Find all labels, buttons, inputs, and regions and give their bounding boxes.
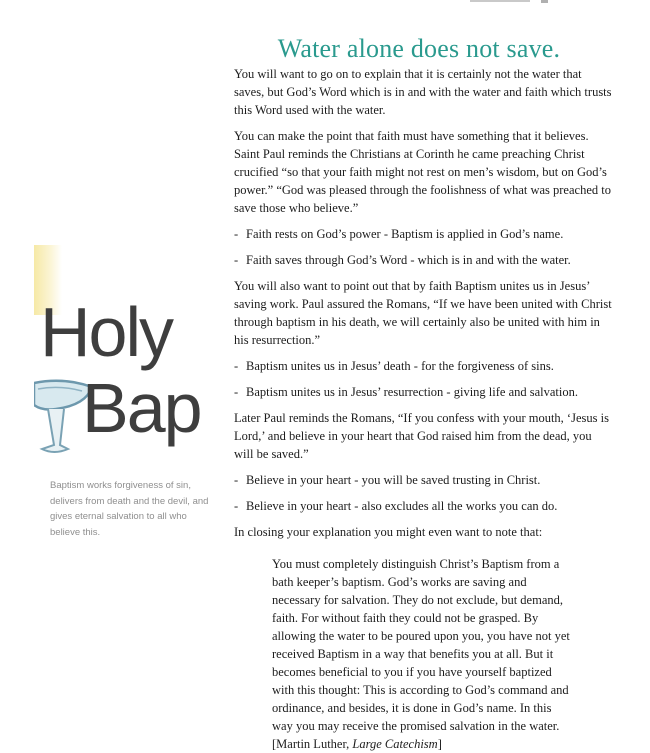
list-item-text: Believe in your heart - you will be saved trusting in Christ. <box>246 473 541 487</box>
list-item <box>234 357 614 375</box>
dash-icon: - <box>234 473 239 487</box>
list-item <box>234 383 614 401</box>
list-item <box>234 225 614 243</box>
dash-icon: - <box>234 227 239 241</box>
dash-icon: - <box>234 253 239 267</box>
list-item-text: Faith rests on God’s power - Baptism is applied in God’s name. <box>246 227 564 241</box>
list-item-text: Baptism unites us in Jesus’ resurrection - giving life and salvation. <box>246 385 579 399</box>
main-text <box>234 65 614 753</box>
dash-icon: - <box>234 499 239 513</box>
image-word-holy: Holy <box>40 293 173 371</box>
paragraph: You will also want to point out that by faith Baptism unites us in Jesus’ saving work. Paul assured the Romans, “If we have been united with Christ through baptism in his death, we will certainly also be united with him in his resurrection.” <box>234 279 612 347</box>
list-item <box>234 251 614 269</box>
image-caption: Baptism works forgiveness of sin, delivers from death and the devil, and gives eternal salvation to all who believe this. <box>50 480 209 538</box>
paragraph: Later Paul reminds the Romans, “If you confess with your mouth, ‘Jesus is Lord,’ and believe in your heart that God raised him from the dead, you will be saved.” <box>234 411 609 461</box>
list-item-text: Believe in your heart - also excludes all the works you can do. <box>246 499 558 513</box>
dash-icon: - <box>234 385 239 399</box>
page-title: Water alone does not save. <box>277 34 561 63</box>
paragraph: You can make the point that faith must have something that it believes. Saint Paul reminds the Christians at Corinth he came preaching Christ crucified “so that your faith might not rest on men’s wisdom, but on God’s power.” “God was pleased through the foolishness of what was preached to save those who believe.” <box>234 129 611 215</box>
quote-source: Large Catechism <box>352 737 438 751</box>
holy-baptism-image <box>34 245 216 457</box>
dash-icon: - <box>234 359 239 373</box>
quote-end: ] <box>437 737 442 751</box>
block-quote <box>272 555 572 753</box>
top-mark <box>541 0 548 3</box>
image-word-baptism: Bap <box>82 369 201 447</box>
paragraph: In closing your explanation you might even want to note that: <box>234 525 543 539</box>
quote-text: You must completely distinguish Christ’s Baptism from a bath keeper’s baptism. God’s works are saving and necessary for salvation. They do not exclude, but demand, faith. For without faith they could not be grasped. By allowing the water to be poured upon you, you have not yet received Baptism in a way that benefits you at all. But it becomes beneficial to you if you have yourself baptized with this thought: This is according to God’s command and ordinance, and besides, it is done in God’s name. In this way you may receive the promised salvation in the water. [Martin Luther, <box>272 557 570 751</box>
list-item-text: Faith saves through God’s Word - which is in and with the water. <box>246 253 571 267</box>
paragraph: You will want to go on to explain that it is certainly not the water that saves, but God’s Word which is in and with the water and faith which trusts this Word used with the water. <box>234 67 612 117</box>
list-item-text: Baptism unites us in Jesus’ death - for the forgiveness of sins. <box>246 359 554 373</box>
top-rule <box>470 0 530 2</box>
list-item <box>234 471 614 489</box>
list-item <box>234 497 614 515</box>
